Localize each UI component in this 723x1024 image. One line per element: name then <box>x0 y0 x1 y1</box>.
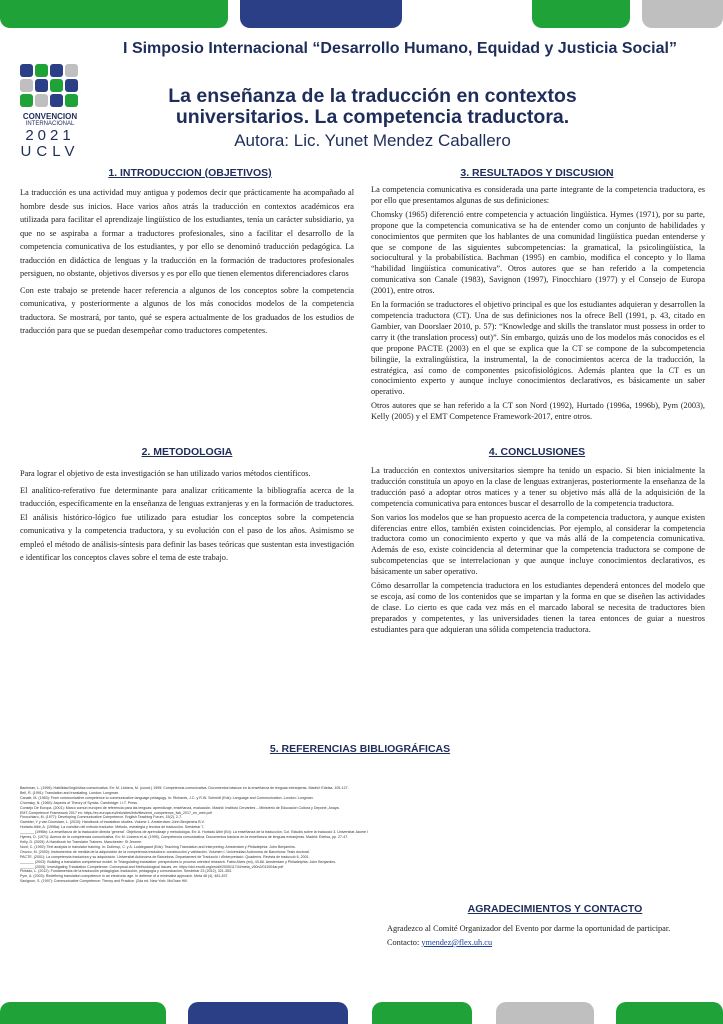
intro-paragraph-1: La traducción es una actividad muy antigua y podemos decir que prácticamente ha acompañado al hombre desde sus inicios. Hace varios años atrás la traducción en contextos académicos era utilizada para facilitar el aprendizaje lingüístico de los estudiantes, tenía un carácter subsidiario, ya que no se aspiraba a formar a traductores profesionales, sino a facilitar el desarrollo de la competencia comunicativa de los estudiantes, y por ello se denominó traducción pedagógica. La traducción en didáctica de lenguas y la traducción en la formación de traductores profesionales persiguen, no obstante, objetivos diversos y es por ello que tienen elementos diferenciadores claros <box>20 188 354 278</box>
bottom-green-block-3 <box>616 1002 723 1024</box>
contact-email-link[interactable]: ymendez@flex.uh.cu <box>421 938 493 947</box>
contact-line <box>387 936 707 950</box>
reference-item: Consejo De Europa. (2001): Marco común europeo de referencia para las lenguas: aprendizaje, enseñanza, evaluación. Madrid: Instituto Cervantes – Ministerio de Educación Cultura y Deporte, Anaya. <box>20 805 340 810</box>
intro-paragraph-2: Con este trabajo se pretende hacer referencia a algunos de los conceptos sobre la competencia comunicativa, y posteriormente a algunos de los más conocidos modelos de la competencia traductora. Se mostrará, por tanto, qué se espera actualmente de los graduados de los estudios de traducción para que se puedan desempeñar como traductores competentes. <box>20 285 354 335</box>
contact-label: Contacto: <box>387 938 420 947</box>
reference-item: EMT-Competence Framework 2017 en: https://ec.europa.eu/info/sites/info/files/emt_competence_fwk_2017_en_web.pdf <box>20 810 212 815</box>
reference-item: Pintado, L. (2012): Fundamentos de la traducción pedagógica: traducción, pedagogía y comunicación. Sendebar 23 (2012), 321-353. <box>20 869 232 874</box>
conclusions-paragraph-1: La traducción en contextos universitarios siempre ha tenido un espacio. Si bien inicialmente la traducción constituía un apoyo en la clase de lenguas extranjeras, posteriormente la enseñanza de la traducción pasó a adoptar otros matices y a tener su objetivo más allá de la adquisición de la competencia comunicativa para entonces buscar el desarrollo de la competencia traductora. <box>371 466 705 508</box>
reference-item: Bell, R. (1991): Translation and translating. London: Longman. <box>20 790 120 795</box>
top-blue-block <box>240 0 402 28</box>
symposium-title: I Simposio Internacional “Desarrollo Humano, Equidad y Justicia Social” <box>123 40 677 57</box>
intro-heading: 1. INTRODUCCION (OBJETIVOS) <box>108 167 272 179</box>
logo-year: 2021 <box>25 127 75 144</box>
acknowledgements-body <box>387 922 707 950</box>
method-paragraph-2: El analítico-referativo fue determinante para analizar críticamente la bibliografía acerca de la traducción, específicamente en la enseñanza de lenguas extranjeras y en la formación de traductores. El análisis histórico-lógico fue utilizado para estudiar los conceptos sobre la competencia comunicativa y la competencia traductora, y su evolución con el paso de los años. Asimismo se empleó el método de análisis-síntesis para definir las bases teóricas que sustentan esta investigación e identificar los conceptos claves sobre el tema de este trabajo. <box>20 485 354 562</box>
reference-item: _______ (2003): Building a translation competence model. In Triangulating translation: perspectives in process oriented research. Fabio Alves (ed), 43-66. Amsterdam y Philadelphia: John Benjamins. <box>20 859 337 864</box>
reference-item: Finocchiaro, M. (1977): Developing Communicative Competence. English Teaching Forum, 15(2), 2-7. <box>20 815 183 820</box>
reference-item: Savignon, S. (1997): Communicative Competence: Theory and Practice. (2da ed. New York: McGraw Hill. <box>20 879 188 884</box>
bottom-green-block-2 <box>372 1002 472 1024</box>
poster-author: Autora: Lic. Yunet Mendez Caballero <box>234 131 511 150</box>
reference-item: Chomsky, N. (1965): Aspects of Theory of Syntax. Cambridge: I.I.T. Press. <box>20 800 138 805</box>
conclusions-body <box>371 466 705 639</box>
references-list <box>20 786 540 884</box>
bottom-blue-block <box>188 1002 348 1024</box>
results-body <box>371 185 705 426</box>
bottom-gray-block <box>496 1002 594 1024</box>
acknowledgements-text: Agradezco al Comité Organizador del Evento por darme la oportunidad de participar. <box>387 924 671 933</box>
logo-org: UCLV <box>20 143 80 160</box>
method-paragraph-1: Para lograr el objetivo de esta investigación se han utilizado varios métodos científicos. <box>20 469 311 478</box>
conclusions-paragraph-2: Son varios los modelos que se han propuesto acerca de la competencia traductora, y aunque existen diferencias entre ellos, también existen coincidencias. Por ejemplo, al considerar la competencia traductora como un conocimiento experto y que va más allá de la competencia comunicativa. Además de eso, existe coincidencia al determinar que la competencia traductora se compone de subcompetencias que se interrelacionan y que aunque incluye conocimientos declarativos, es básicamente un saber operativo. <box>371 512 705 577</box>
reference-item: Canale, M. (1983): From communicative competence to communicative language pedagogy. In: Richards, J.C. y R.W. Schmidt (Eds): Language and Communication. London: Longman. <box>20 795 314 800</box>
reference-item: PACTE. (2001): La competencia traductora y su adquisición. Universitat Autònoma de Barcelona, Departament de Traducció i d'Interpretació. Quaderns. Revista de traducció 6, 2001. <box>20 854 310 859</box>
reference-item: Hurtado Albir, A. (1996a): La cuestión del método traductor. Método, estrategia y técnica de traducción. Sendebar 7, <box>20 825 205 830</box>
top-gray-block <box>642 0 723 28</box>
results-heading: 3. RESULTADOS Y DISCUSION <box>460 167 614 179</box>
method-body <box>20 467 354 568</box>
logo-line1: CONVENCION <box>22 112 78 121</box>
poster-title: La enseñanza de la traducción en contextos universitarios. La competencia traductora. <box>168 85 577 128</box>
reference-item: Hymes, D. (1971): Acerca de la competencia comunicativa. En: M. Llobera et al. (1995), Competencia comunicativa. Documentos básicos en la enseñanza de lenguas extranjeras. Madrid: Edelsa, pp. 27-47. <box>20 835 349 840</box>
bottom-green-block-1 <box>0 1002 166 1024</box>
top-green-block-2 <box>532 0 630 28</box>
references-heading: 5. REFERENCIAS BIBLIOGRÁFICAS <box>269 743 451 755</box>
conclusions-paragraph-3: Cómo desarrollar la competencia traductora en los estudiantes dependerá entonces del modelo que se escoja, así como de los contenidos que se impartan y la forma en que se diseñen las actividades de clase. Lo cierto es que cada vez más en el marcado laboral se necesita de traductores bien preparados y competentes, y las universidades tienen la tarea entonces de guiar a nuestros estudiantes para que adquieran una sólida competencia traductora. <box>371 581 705 634</box>
acknowledgements-heading: AGRADECIMIENTOS Y CONTACTO <box>467 903 643 915</box>
results-paragraph-2: Chomsky (1965) diferenció entre competencia y actuación lingüística. Hymes (1971), por su parte, propone que la competencia comunicativa se ha de entender como un conjunto de habilidades y conocimientos que permiten que los hablantes de una comunidad lingüística puedan entenderse y que se compone de las siguientes subcompetencias: la gramatical, la psicolingüística, la sociocultural y la probabilística. Bachman (1995) en cambio, modifica el concepto y lo llama “habilidad lingüística comunicativa”. Otros autores que se han referido a la competencia comunicativa son Canale (1983), Savignon (1997), Finocchiaro (1977) y el Consejo de Europa (2001), entre otros. <box>371 209 705 296</box>
reference-item: Orozco, M. (2000): Instrumentos de medida de la adquisición de la competencia traductora: construcción y validación. Volumen I. Universidad Autónoma de Barcelona: Tesis doctoral. <box>20 849 310 854</box>
reference-item: Bachman, L. (1995): Habilidad lingüística comunicativa. En: M. Llobera, M. (coord.) 1995: Competencia comunicativa. Documentos básicos en la enseñanza de lenguas extranjeras. Madrid: Edelsa, 105-127. <box>20 786 349 790</box>
results-paragraph-1: La competencia comunicativa es considerada una parte integrante de la competencia traductora, es por ello que presentamos algunas de sus definiciones: <box>371 185 705 205</box>
conclusions-heading: 4. CONCLUSIONES <box>488 446 586 458</box>
logo-line2: INTERNACIONAL <box>25 121 75 127</box>
reference-item: Gambier, Y y van Doorslaer, L. (2010): Handbook of translation studies. Volume 1. Amsterdam: John Benjamins B.V. <box>20 820 205 825</box>
intro-body <box>20 186 354 341</box>
results-paragraph-3: En la formación se traductores el objetivo principal es que los estudiantes adquieran y desarrollen la competencia traductora (CT). Una de sus definiciones nos la ofrece Bell (1991, p. 43, citado en Gambier, van Doorslaer 2010, p. 57): “Knowledge and skills the translator must possess in order to carry it (the translation process) out)”. Sin embargo, quizás uno de los modelos más conocidos es el que propone PACTE (2003) en el que se explica que la CT se compone de la subcompetencia bilingüe, la extralingüística, la instrumental, la de conocimientos acerca de la traducción, la estratégica, así como de componentes psicofisiológicos. Además plantea que la CT es un conocimiento experto y aunque incluye conocimientos declarativos, es básicamente un saber operativo. <box>371 300 705 397</box>
method-heading: 2. METODOLOGIA <box>141 446 233 458</box>
top-green-block-1 <box>0 0 228 28</box>
results-paragraph-4: Otros autores que se han referido a la CT son Nord (1992), Hurtado (1996a, 1996b), Pym (2003), Kelly (2005) y el EMT Competence Framework-2017, entre otros. <box>371 401 705 422</box>
reference-item: Pym, A. (2003): Redefining translation competence in an electronic age. In defense of a minimalist approach. Meta 48 (4), 481-497. <box>20 874 229 879</box>
reference-item: Nord, C. (1992): Text analysis in translator training. In: Dollerup, C. y A. Loddegaard (Eds): Teaching Translation and Interpreting. Amsterdam y Philadelphia: John Benjamins. <box>20 844 296 849</box>
reference-item: _______ (1996b): La enseñanza de la traducción directa 'general'. Objetivos de aprendizaje y metodología. En: A. Hurtado Albir (Ed): La enseñanza de la traducción. Col. Estudis sobre la traducció 3. Universitat Jaume I <box>20 830 368 835</box>
reference-item: _______ (2005): Investigating Translation Competence: Conceptual and Methodological Issues, en: https://doi.erudit.org/erudit/2005/11744/meta_v50n2/011004ar.pdf <box>20 864 284 869</box>
reference-item: Kelly, D. (2005): A Handbook for Translator Trainers. Manchester: St Jerome. <box>20 839 143 844</box>
